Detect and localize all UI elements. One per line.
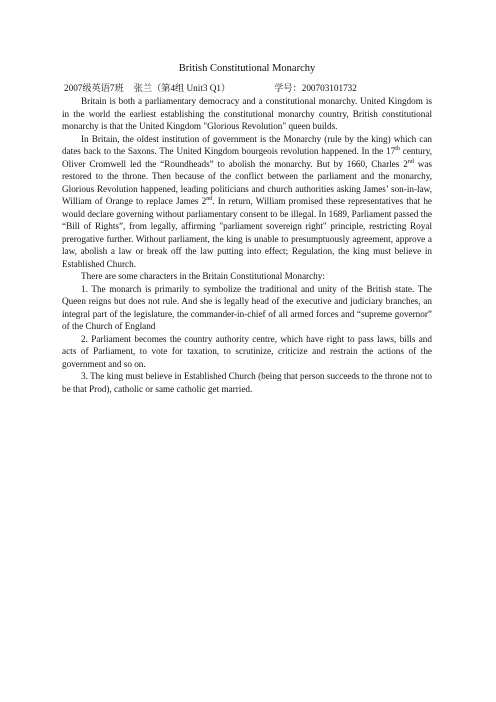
paragraph-point-2: 2. Parliament becomes the country authority centre, which have right to pass laws, bills and acts of Parliament, to vote for taxation, to scrutinize, criticize and restrain the actions of the government and so on. [62,333,432,369]
paragraph-point-1: 1. The monarch is primarily to symbolize the traditional and unity of the British state. The Queen reigns but does not rule. And she is legally head of the executive and judiciary branches, an integral part of the legislature, the commander-in-chief of all armed forces and “supreme governor” of the Church of England [62,283,432,331]
paragraph-characters-intro: There are some characters in the Britain Constitutional Monarchy: [81,271,325,281]
paragraph-intro: Britain is both a parliamentary democracy and a constitutional monarchy. United Kingdom is in the world the earliest establishing the constitutional monarchy country, British constitutional monarchy is that the United Kingdom "Glorious Revolution" queen builds. [62,96,432,131]
author-label: 张兰（第4组 Unit3 Q1） [133,83,231,93]
author-info-line [64,82,432,95]
paragraph-history: In Britain, the oldest institution of government is the Monarchy (rule by the king) which can dates back to the Saxons. The United Kingdom bourgeois revolution happened. In the 17th century, Oliver Cromwell led the “Roundheads” to abolish the monarchy. But by 1660, Charles 2nd was restored to the throne. Then because of the conflict between the parliament and the monarchy, Glorious Revolution happened, leading politicians and church authorities asking James’ son-in-law, William of Orange to replace James 2nd. In return, William promised these representatives that he would declare governing without parliamentary consent to be illegal. In 1689, Parliament passed the “Bill of Rights”, from legally, affirming "parliament sovereign right" principle, restricting Royal prerogative further. Without parliament, the king is unable to presumptuously agreement, approve a law, abolish a law or break off the law putting into effect; Regulation, the king must believe in Established Church. [62,133,433,269]
class-label: 2007级英语7班 [64,83,124,93]
document-title: British Constitutional Monarchy [178,63,316,74]
document-page [62,62,432,395]
student-id-label: 学号：200703101732 [274,83,357,93]
paragraph-point-3: 3. The king must believe in Established Church (being that person succeeds to the throne not to be that Prod), catholic or same catholic get married. [62,371,432,394]
